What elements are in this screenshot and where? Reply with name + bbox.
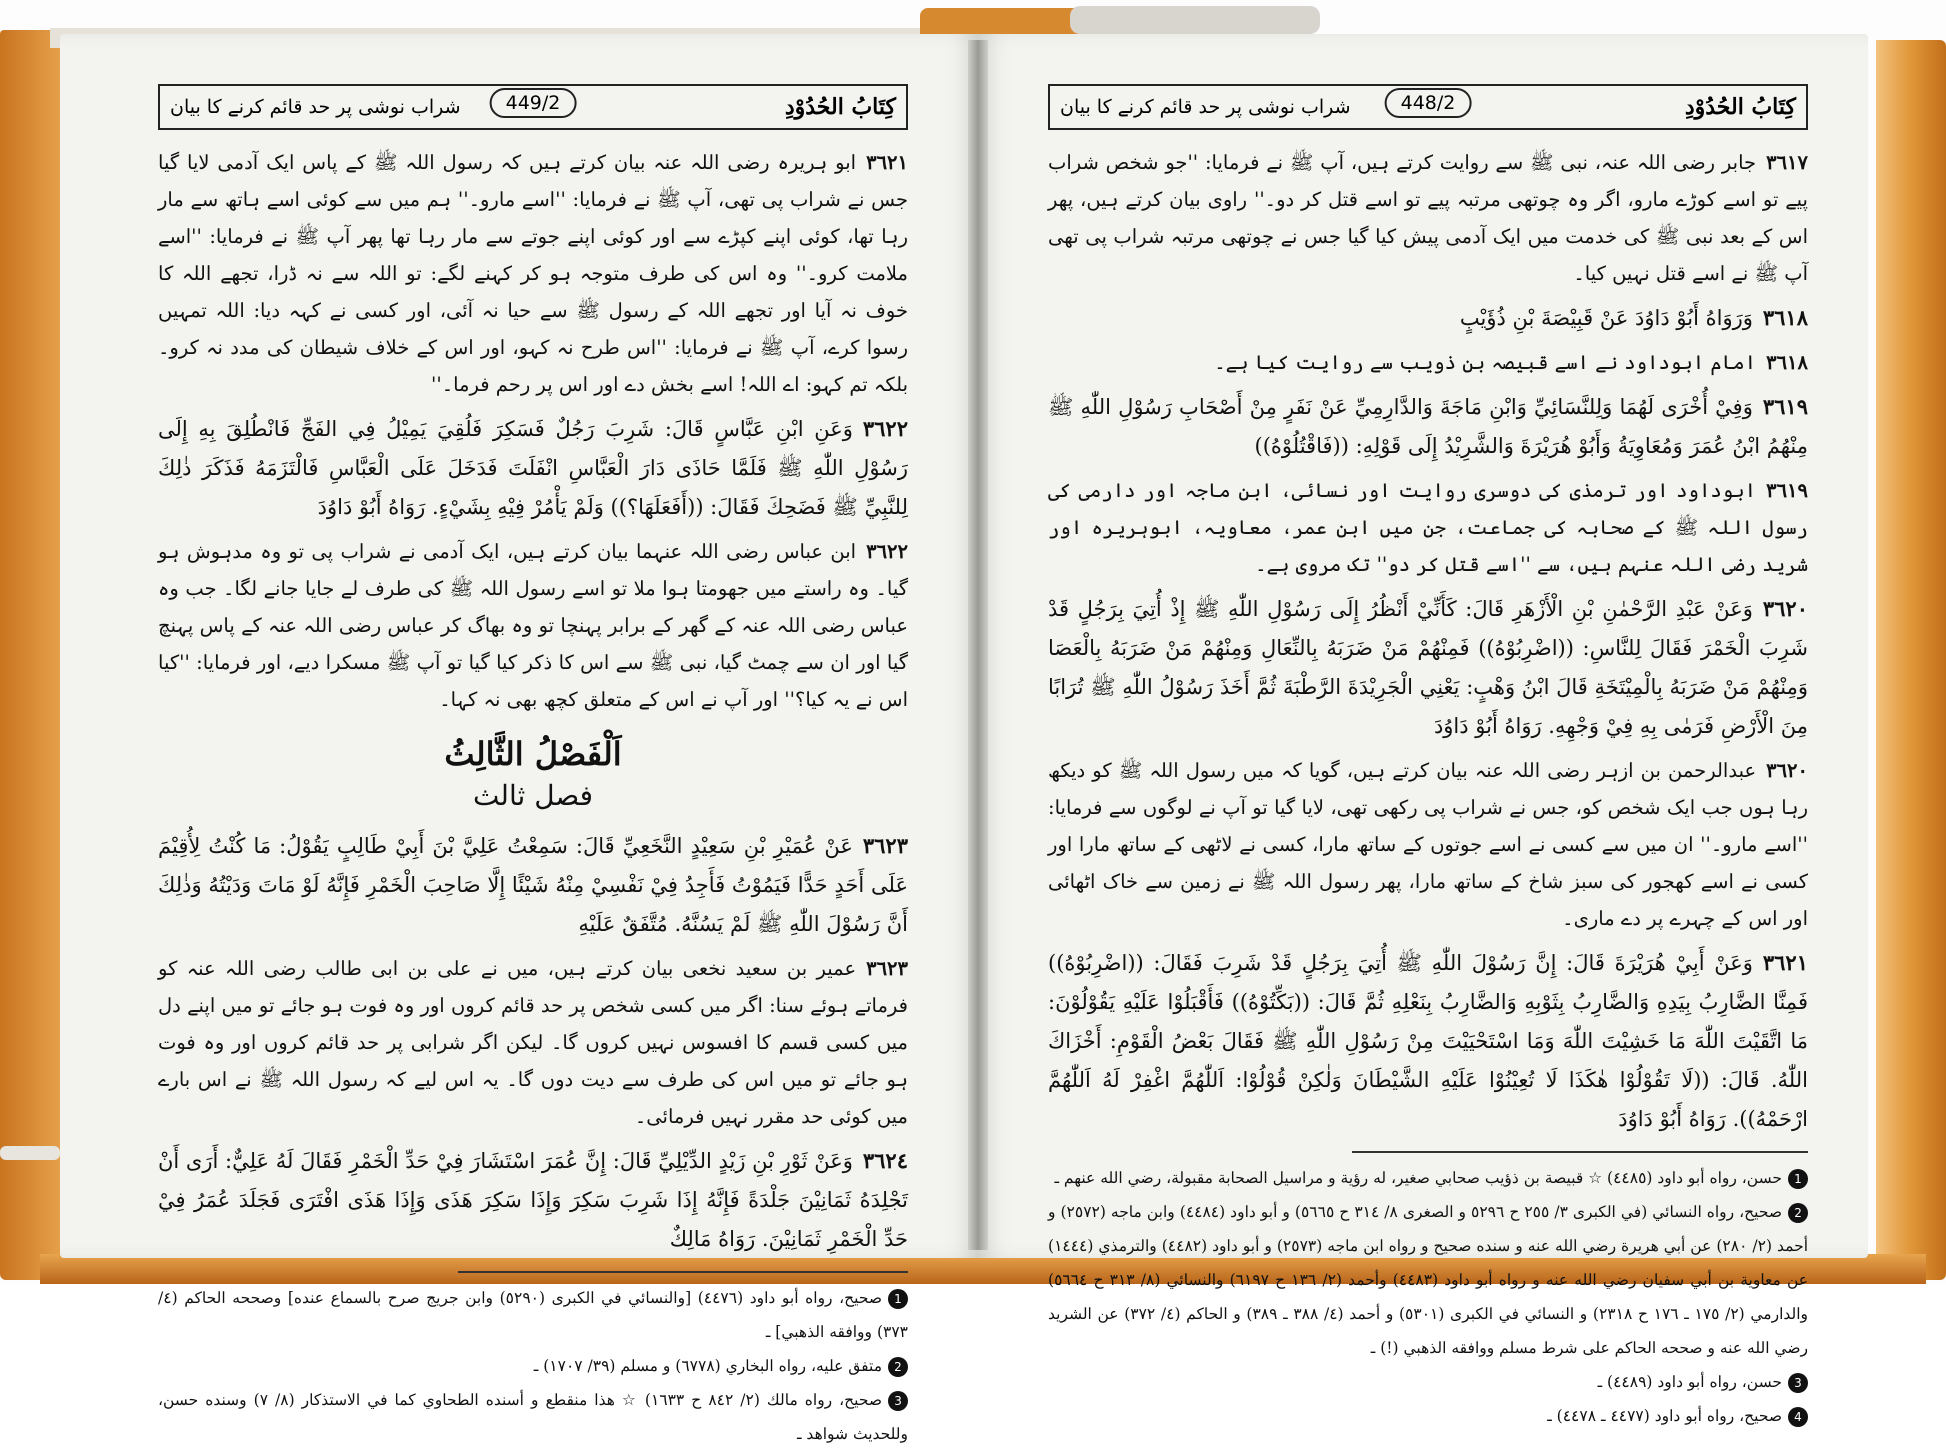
hadith-text: ابوداود اور ترمذی کی دوسری روایت اور نسائی، ابن ماجہ اور دارمی کی رسول اللہ ﷺ کے صحابہ کی جماعت، جن میں ابن عمر، معاویہ، ابوہریرہ اور شرید رضی اللہ عنہم ہیں، سے ''اسے قتل کر دو'' تک مروی ہے۔: [1048, 479, 1808, 576]
right-page-body: [1048, 144, 1808, 1433]
cloth-fragment: [1070, 6, 1320, 34]
hadith-arabic-text: [1048, 589, 1808, 746]
hadith-number: ٣٦١٩: [1762, 394, 1808, 419]
hadith-text: وَرَوَاهُ أَبُوْ دَاوُدَ عَنْ قَبِيْصَةَ بْنِ ذُؤَيْبٍ: [1459, 306, 1753, 330]
hadith-arabic-text: [158, 826, 908, 944]
hadith-number: ٣٦٢٢: [866, 540, 908, 563]
footnote-item: [1048, 1399, 1808, 1433]
footnote-item: [1048, 1365, 1808, 1399]
hadith-number: ٣٦٢٠: [1762, 596, 1808, 621]
hadith-text: جابر رضی اللہ عنہ، نبی ﷺ سے روایت کرتے ہیں، آپ ﷺ نے فرمایا: ''جو شخص شراب پیے تو اسے کوڑے مارو، اگر وہ چوتھی مرتبہ پیے تو اسے قتل کر دو۔'' راوی بیان کرتے ہیں، پھر اس کے بعد نبی ﷺ کی خدمت میں ایک آدمی پیش کیا گیا جس نے چوتھی مرتبہ شراب پی تھی آپ ﷺ نے اسے قتل نہیں کیا۔: [1048, 151, 1808, 285]
footnote-item: [1048, 1195, 1808, 1365]
footnote-marker: 4: [1788, 1407, 1808, 1427]
hadith-number: ٣٦١٨: [1766, 351, 1808, 374]
hadith-number: ٣٦٢١: [1762, 950, 1808, 975]
book-gutter: [968, 40, 988, 1250]
footnotes: [158, 1281, 908, 1451]
hadith-text: عبدالرحمن بن ازہر رضی اللہ عنہ بیان کرتے ہیں، گویا کہ میں رسول اللہ ﷺ کو دیکھ رہا ہوں جب ایک شخص کو، جس نے شراب پی رکھی تھی، لایا گیا تو آپ نے لوگوں سے فرمایا: ''اسے مارو۔'' ان میں سے کسی نے اسے جوتوں کے ساتھ مارا، کسی نے لاٹھی کے ساتھ مارا اور کسی نے اسے کھجور کی سبز شاخ کے ساتھ مارا، پھر رسول اللہ ﷺ نے زمین سے خاک اٹھائی اور اس کے چہرے پر دے ماری۔: [1048, 759, 1808, 930]
chapter-title: شراب نوشی پر حد قائم کرنے کا بیان: [1060, 96, 1351, 118]
hadith-urdu-translation: [158, 144, 908, 403]
hadith-text: وَعَنْ أَبِيْ هُرَيْرَةَ قَالَ: إِنَّ رَسُوْلَ اللّٰهِ ﷺ أُتِيَ بِرَجُلٍ قَدْ شَرِبَ فَقَالَ: ((اضْرِبُوْهُ)) فَمِنَّا الضَّارِبُ بِيَدِهِ وَالضَّارِبُ بِثَوْبِهِ وَالضَّارِبُ بِنَعْلِهِ ثُمَّ قَالَ: ((بَكِّتُوْهُ)) فَأَقْبَلُوْا عَلَيْهِ يَقُوْلُوْنَ: مَا اتَّقَيْتَ اللّٰهَ مَا خَشِيْتَ اللّٰهَ وَمَا اسْتَحْيَيْتَ مِنْ رَسُوْلِ اللّٰهِ ﷺ فَقَالَ بَعْضُ الْقَوْمِ: أَخْزَاكَ اللّٰهُ. قَالَ: ((لَا تَقُوْلُوْا هٰكَذَا لَا تُعِيْنُوْا عَلَيْهِ الشَّيْطَانَ وَلٰكِنْ قُوْلُوْا: اَللّٰهُمَّ اغْفِرْ لَهُ اَللّٰهُمَّ ارْحَمْهُ)). رَوَاهُ أَبُوْ دَاوُدَ: [1048, 951, 1808, 1131]
footnote-text: متفق عليه، رواه البخاري (٦٧٧٨) و مسلم (٣٩/ ١٧٠٧) ـ: [533, 1357, 882, 1375]
footnote-marker: 1: [1788, 1169, 1808, 1189]
hadith-urdu-translation: [158, 533, 908, 718]
left-page-header: [158, 84, 908, 130]
footnote-text: حسن، رواه أبو داود (٤٤٨٩) ـ: [1597, 1373, 1782, 1391]
hadith-arabic-text: [1048, 298, 1808, 338]
section-heading: اَلْفَصْلُ الثَّالِثُ: [444, 735, 622, 773]
hadith-text: ابن عباس رضی اللہ عنہما بیان کرتے ہیں، ایک آدمی نے شراب پی تو وہ مدہوش ہو گیا۔ وہ راستے میں جھومتا ہوا ملا تو اسے رسول اللہ ﷺ کی طرف لے جایا جانے لگا۔ جب وہ عباس رضی اللہ عنہ کے گھر کے برابر پہنچا تو وہ بھاگ کر عباس رضی اللہ عنہ کے پاس پہنچ گیا اور ان سے چمٹ گیا، نبی ﷺ سے اس کا ذکر کیا گیا تو آپ ﷺ مسکرا دیے، اور فرمایا: ''کیا اس نے یہ کیا؟'' اور آپ نے اس کے متعلق کچھ بھی نہ کہا۔: [158, 540, 908, 711]
book-cover-right: [1876, 40, 1946, 1280]
footnote-divider: [1352, 1151, 1808, 1153]
hadith-text: وَعَنْ عَبْدِ الرَّحْمٰنِ بْنِ الْأَزْهَرِ قَالَ: كَأَنِّيْ أَنْظُرُ إِلَى رَسُوْلِ اللّٰهِ ﷺ إِذْ أُتِيَ بِرَجُلٍ قَدْ شَرِبَ الْخَمْرَ فَقَالَ لِلنَّاسِ: ((اضْرِبُوْهُ)) فَمِنْهُمْ مَنْ ضَرَبَهُ بِالنِّعَالِ وَمِنْهُمْ مَنْ ضَرَبَهُ بِالْعَصَا وَمِنْهُمْ مَنْ ضَرَبَهُ بِالْمِيْتَخَةِ قَالَ ابْنُ وَهْبٍ: يَعْنِي الْجَرِيْدَةَ الرَّطْبَةَ ثُمَّ أَخَذَ رَسُوْلُ اللّٰهِ ﷺ تُرَابًا مِنَ الْأَرْضِ فَرَمٰى بِهِ فِيْ وَجْهِهِ. رَوَاهُ أَبُوْ دَاوُدَ: [1048, 597, 1808, 738]
footnote-text: صحيح، رواه أبو داود (٤٤٧٦) [والنسائي في الكبرى (٥٢٩٠) وابن جريج صرح بالسماع عنده] وصححه الحاكم (٤/ ٣٧٣) ووافقه الذهبي] ـ: [158, 1289, 908, 1341]
footnote-item: [158, 1349, 908, 1383]
hadith-number: ٣٦٢٢: [862, 416, 908, 441]
footnote-marker: 2: [888, 1357, 908, 1377]
footnote-marker: 1: [888, 1289, 908, 1309]
left-page: [60, 34, 978, 1443]
book-title: كِتَابُ الحُدُوْدِ: [784, 94, 896, 120]
footnote-text: صحيح، رواه مالك (٢/ ٨٤٢ ح ١٦٣٣) ☆ هذا منقطع و أسنده الطحاوي كما في الاستذكار (٨/ ٧) وسنده حسن، وللحديث شواهد ـ: [158, 1391, 908, 1443]
hadith-text: وَعَنِ ابْنِ عَبَّاسٍ قَالَ: شَرِبَ رَجُلٌ فَسَكِرَ فَلُقِيَ يَمِيْلُ فِي الفَجِّ فَانْطُلِقَ بِهِ إِلَى رَسُوْلِ اللّٰهِ ﷺ فَلَمَّا حَاذَى دَارَ الْعَبَّاسِ انْفَلَتَ فَدَخَلَ عَلَى الْعَبَّاسِ فَالْتَزَمَهُ فَذَكَرَ ذٰلِكَ لِلنَّبِيِّ ﷺ فَضَحِكَ فَقَالَ: ((أَفَعَلَهَا؟)) وَلَمْ يَأْمُرْ فِيْهِ بِشَيْءٍ. رَوَاهُ أَبُوْ دَاوُدَ: [158, 417, 908, 519]
footnote-marker: 3: [1788, 1373, 1808, 1393]
footnote-item: [158, 1281, 908, 1349]
hadith-number: ٣٦٢٠: [1766, 759, 1808, 782]
hadith-text: عَنْ عُمَيْرِ بْنِ سَعِيْدٍ النَّخَعِيِّ قَالَ: سَمِعْتُ عَلِيَّ بْنَ أَبِيْ طَالِبٍ يَقُوْلُ: مَا كُنْتُ لِأُقِيْمَ عَلَى أَحَدٍ حَدًّا فَيَمُوْتُ فَأَجِدُ فِيْ نَفْسِيْ مِنْهُ شَيْئًا إِلَّا صَاحِبَ الْخَمْرِ فَإِنَّهُ لَوْ مَاتَ وَدَيْتُهُ وَذٰلِكَ أَنَّ رَسُوْلَ اللّٰهِ ﷺ لَمْ يَسُنَّهُ. مُتَّفَقٌ عَلَيْهِ: [158, 834, 908, 936]
hadith-urdu-translation: [158, 950, 908, 1135]
hadith-text: امام ابوداود نے اسے قبیصہ بن ذویب سے روایت کیا ہے۔: [1214, 351, 1757, 374]
footnote-marker: 2: [1788, 1203, 1808, 1223]
hadith-text: عمیر بن سعید نخعی بیان کرتے ہیں، میں نے علی بن ابی طالب رضی اللہ عنہ کو فرماتے ہوئے سنا: اگر میں کسی شخص پر حد قائم کروں اور وہ فوت ہو جائے تو میں اپنے دل میں کسی قسم کا افسوس نہیں کروں گا۔ لیکن اگر شرابی پر حد قائم کروں اور وہ فوت ہو جائے تو میں اس کی طرف سے دیت دوں گا۔ یہ اس لیے کہ رسول اللہ ﷺ نے اس بارے میں کوئی حد مقرر نہیں فرمائی۔: [158, 957, 908, 1128]
hadith-arabic-text: [158, 409, 908, 527]
hadith-urdu-translation: [1048, 752, 1808, 937]
hadith-number: ٣٦١٩: [1766, 479, 1808, 502]
right-page-header: [1048, 84, 1808, 130]
hadith-text: ابو ہریرہ رضی اللہ عنہ بیان کرتے ہیں کہ رسول اللہ ﷺ کے پاس ایک آدمی لایا گیا جس نے شراب پی تھی، آپ ﷺ نے فرمایا: ''اسے مارو۔'' ہم میں سے کوئی اسے ہاتھ سے مار رہا تھا، کوئی اپنے کپڑے سے اور کوئی اپنے جوتے سے مار رہا تھا پھر آپ ﷺ نے فرمایا: ''اسے ملامت کرو۔'' وہ اس کی طرف متوجہ ہو کر کہنے لگے: تو اللہ سے نہ ڈرا، تجھے اللہ کا خوف نہ آیا اور تجھے اللہ کے رسول ﷺ سے حیا نہ آئی، اور کسی نے کہہ دیا: اللہ تمہیں رسوا کرے، آپ ﷺ نے فرمایا: ''اس طرح نہ کہو، اور اس کے خلاف شیطان کی مدد نہ کرو۔ بلکہ تم کہو: اے اللہ! اسے بخش دے اور اس پر رحم فرما۔'': [158, 151, 908, 396]
hadith-number: ٣٦٢١: [866, 151, 908, 174]
footnote-item: [1048, 1161, 1808, 1195]
footnote-item: [158, 1383, 908, 1451]
hadith-arabic-text: [158, 1141, 908, 1259]
left-page-body: [158, 144, 908, 1451]
hadith-arabic-text: [1048, 943, 1808, 1139]
hadith-urdu-translation: [1048, 472, 1808, 583]
hadith-number: ٣٦٢٣: [866, 957, 908, 980]
page-number: 449/2: [490, 88, 577, 118]
footnote-text: صحيح، رواه أبو داود (٤٤٧٧ ـ ٤٤٧٨) ـ: [1547, 1407, 1782, 1425]
footnote-marker: 3: [888, 1391, 908, 1411]
chapter-title: شراب نوشی پر حد قائم کرنے کا بیان: [170, 96, 461, 118]
footnote-text: صحيح، رواه النسائي (في الكبرى ٣/ ٢٥٥ ح ٥٢٩٦ و الصغرى ٨/ ٣١٤ ح ٥٦٦٥) و أبو داود (٤٤٨٤) وابن ماجه (٢٥٧٢) و أحمد (٢/ ٢٨٠) عن أبي هريرة رضي الله عنه و سنده صحيح و رواه ابن ماجه (٢٥٧٣) و أبو داود (٤٤٨٢) والترمذي (١٤٤٤) عن معاوية بن أبي سفيان رضي الله عنه و رواه أبو داود (٤٤٨٣) وأحمد (٢/ ١٣٦ ح ٦١٩٧) والنسائي (٨/ ٣١٣ ح ٥٦٦٤) والدارمي (٢/ ١٧٥ ـ ١٧٦ ح ٢٣١٨) و النسائي في الكبرى (٥٣٠١) و أحمد (٤/ ٣٨٨ ـ ٣٨٩) و الحاكم (٤/ ٣٧٢) عن الشريد رضي الله عنه و صححه الحاكم على شرط مسلم ووافقه الذهبي (!) ـ: [1048, 1203, 1809, 1357]
footnote-text: حسن، رواه أبو داود (٤٤٨٥) ☆ قبيصة بن ذؤيب صحابي صغير، له رؤية و مراسيل الصحابة مقبولة، رضي الله عنهم ـ: [1054, 1169, 1782, 1187]
section-subheading: فصل ثالث: [472, 779, 594, 812]
page-number: 448/2: [1385, 88, 1472, 118]
book-title: كِتَابُ الحُدُوْدِ: [1684, 94, 1796, 120]
right-page: [978, 34, 1868, 1425]
hadith-text: وَعَنْ ثَوْرِ بْنِ زَيْدٍ الدِّيْلِيِّ قَالَ: إِنَّ عُمَرَ اسْتَشَارَ فِيْ حَدِّ الْخَمْرِ فَقَالَ لَهُ عَلِيٌّ: أَرَى أَنْ تَجْلِدَهُ ثَمَانِيْنَ جَلْدَةً فَإِنَّهُ إِذَا شَرِبَ سَكِرَ وَإِذَا سَكِرَ هَذَى وَإِذَا هَذَى افْتَرَى فَجَلَدَ عُمَرُ فِيْ حَدِّ الْخَمْرِ ثَمَانِيْنَ. رَوَاهُ مَالِكٌ: [158, 1149, 908, 1251]
footnote-divider: [458, 1271, 908, 1273]
hadith-urdu-translation: [1048, 344, 1808, 381]
hadith-urdu-translation: [1048, 144, 1808, 292]
hadith-number: ٣٦١٧: [1766, 151, 1808, 174]
hadith-text: وَفِيْ أُخْرَى لَهُمَا وَلِلنَّسَائِيِّ وَابْنِ مَاجَةَ وَالدَّارِمِيِّ عَنْ نَفَرٍ مِنْ أَصْحَابِ رَسُوْلِ اللّٰهِ ﷺ مِنْهُمُ ابْنُ عُمَرَ وَمُعَاوِيَةُ وَأَبُوْ هُرَيْرَةَ وَالشَّرِيْدُ إِلَى قَوْلِهِ: ((فَاقْتُلُوْهُ)): [1048, 395, 1808, 458]
bookmark-ribbon: [0, 1146, 60, 1160]
hadith-number: ٣٦٢٣: [862, 833, 908, 858]
hadith-number: ٣٦٢٤: [862, 1148, 908, 1173]
hadith-number: ٣٦١٨: [1762, 305, 1808, 330]
footnotes: [1048, 1161, 1808, 1433]
hadith-arabic-text: [1048, 387, 1808, 466]
